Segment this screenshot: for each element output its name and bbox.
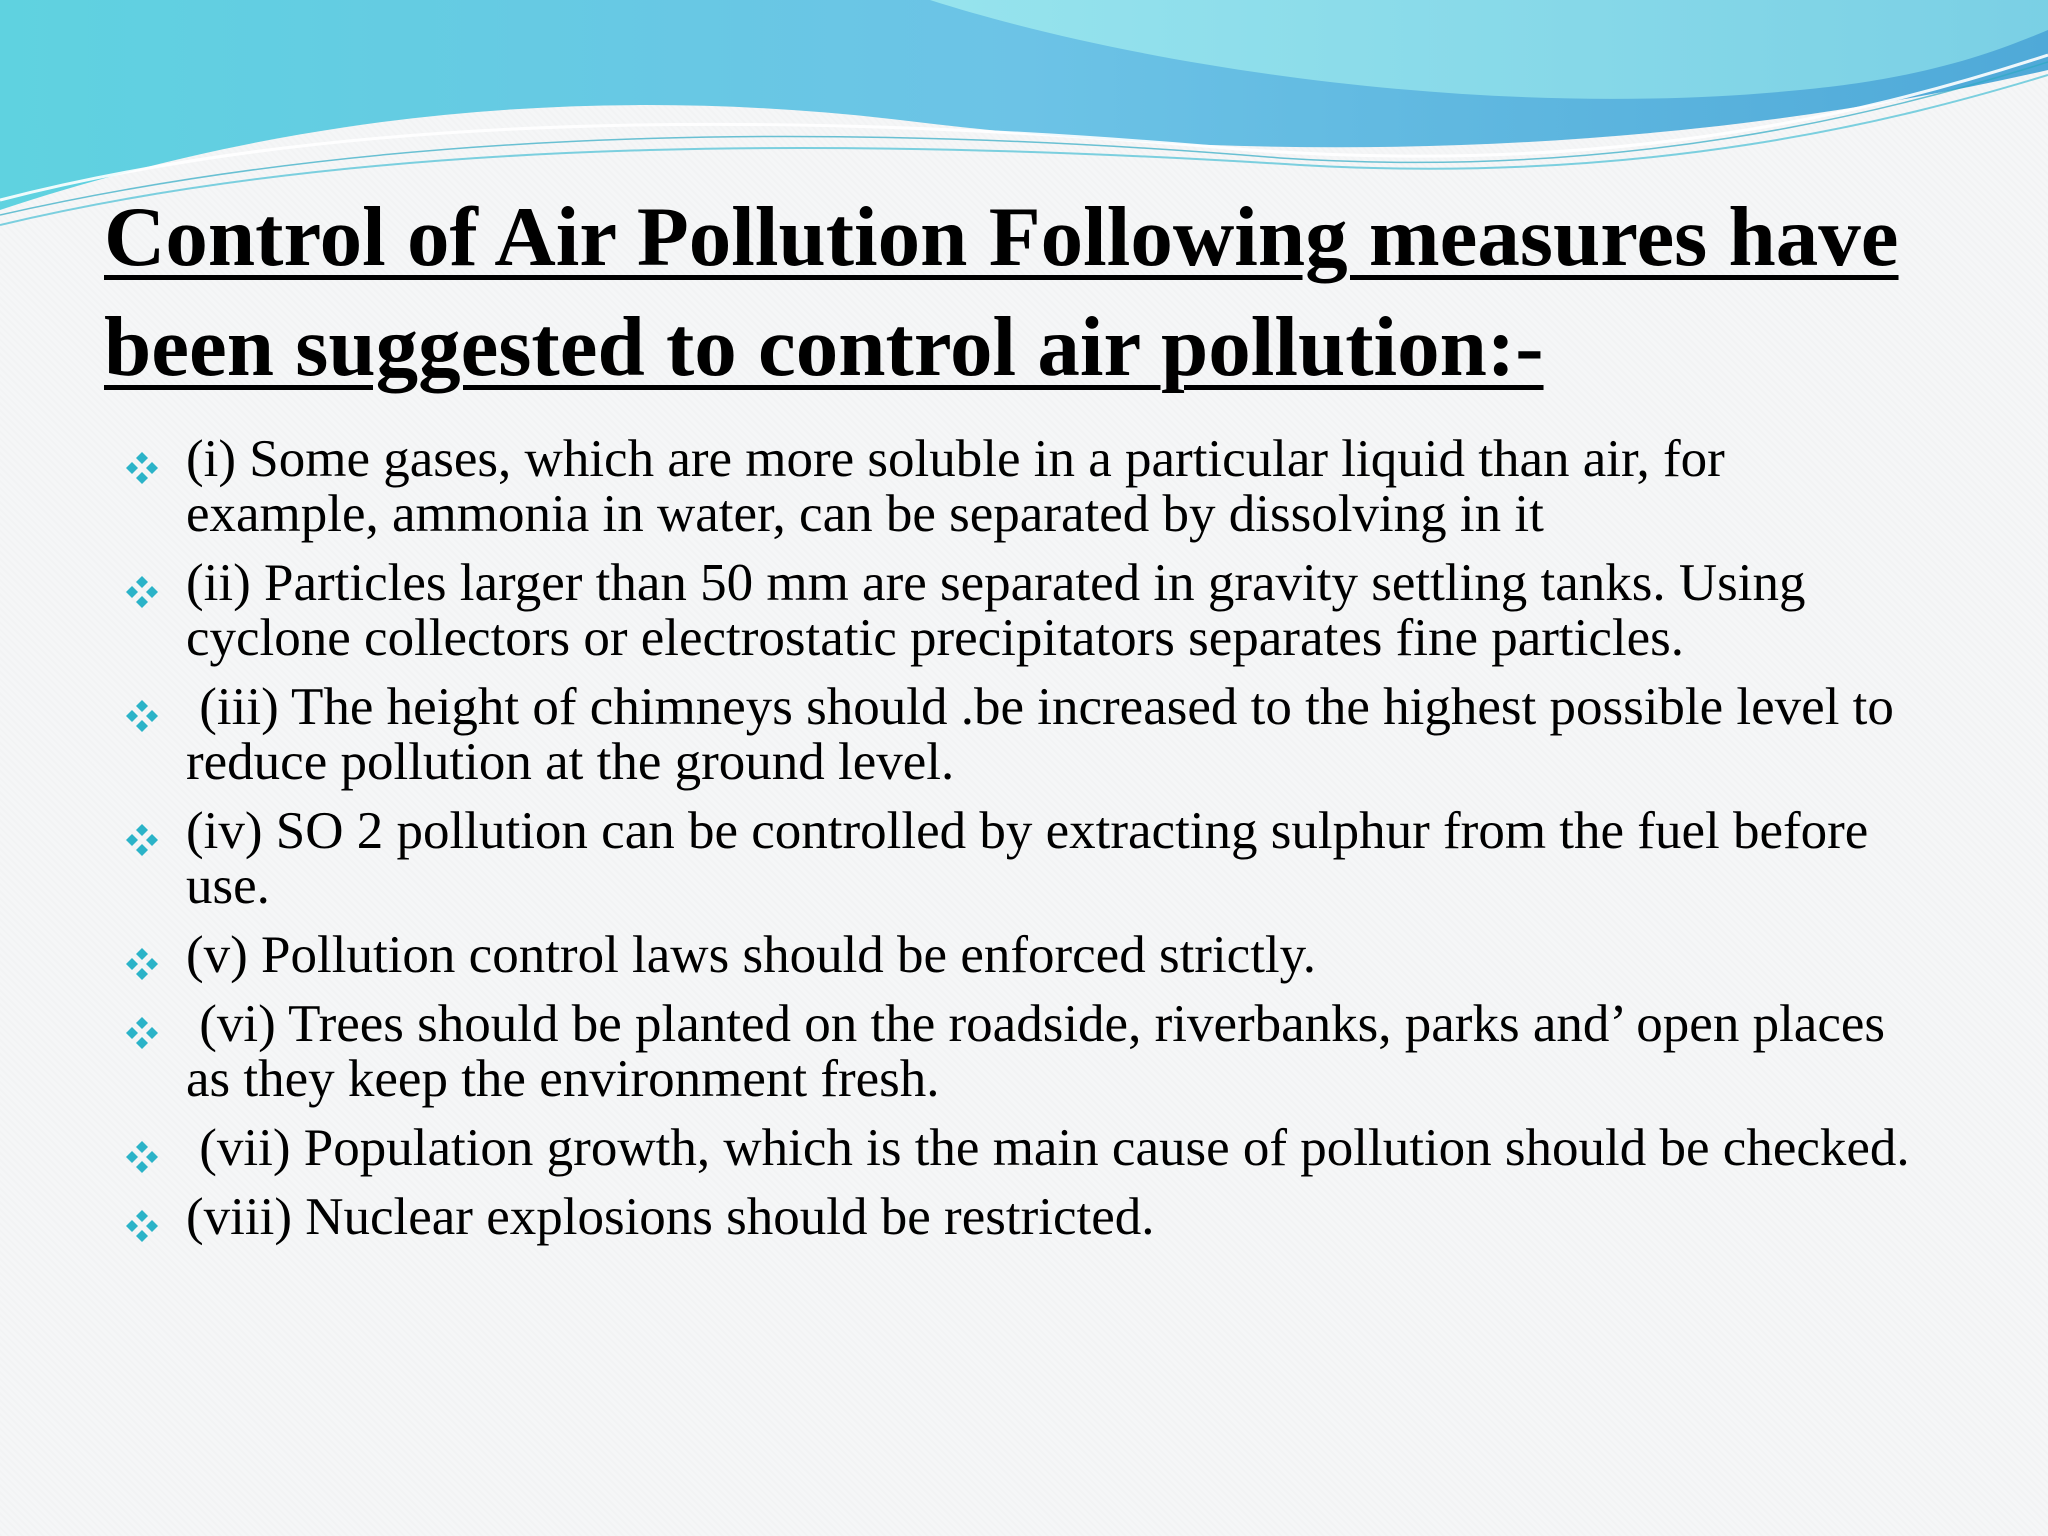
list-item <box>124 928 1924 983</box>
list-item <box>124 680 1924 790</box>
bullet-text: (i) Some gases, which are more soluble in a particular liquid than air, for example, ammonia in water, can be separated by dissolving in it <box>186 430 1725 543</box>
four-diamond-icon <box>124 822 160 858</box>
list-item <box>124 556 1924 666</box>
four-diamond-icon <box>124 698 160 734</box>
four-diamond-icon <box>124 574 160 610</box>
bullet-list <box>124 432 1924 1259</box>
bullet-text: (viii) Nuclear explosions should be restricted. <box>186 1188 1155 1246</box>
list-item <box>124 432 1924 542</box>
four-diamond-icon <box>124 1015 160 1051</box>
slide-title: Control of Air Pollution Following measures have been suggested to control air pollution:- <box>104 190 1899 394</box>
bullet-text: (iii) The height of chimneys should .be increased to the highest possible level to reduce pollution at the ground level. <box>186 678 1908 791</box>
list-item <box>124 1190 1924 1245</box>
list-item <box>124 804 1924 914</box>
bullet-text: (iv) SO 2 pollution can be controlled by extracting sulphur from the fuel before use. <box>186 802 1869 915</box>
four-diamond-icon <box>124 1139 160 1175</box>
four-diamond-icon <box>124 450 160 486</box>
bullet-text: (ii) Particles larger than 50 mm are separated in gravity settling tanks. Using cyclone collectors or electrostatic precipitators separates fine particles. <box>186 554 1806 667</box>
bullet-text: (v) Pollution control laws should be enforced strictly. <box>186 926 1316 984</box>
list-item <box>124 1121 1924 1176</box>
four-diamond-icon <box>124 946 160 982</box>
four-diamond-icon <box>124 1208 160 1244</box>
bullet-text: (vii) Population growth, which is the main cause of pollution should be checked. <box>186 1119 1910 1177</box>
list-item <box>124 997 1924 1107</box>
bullet-text: (vi) Trees should be planted on the roadside, riverbanks, parks and’ open places as they keep the environment fresh. <box>186 995 1899 1108</box>
